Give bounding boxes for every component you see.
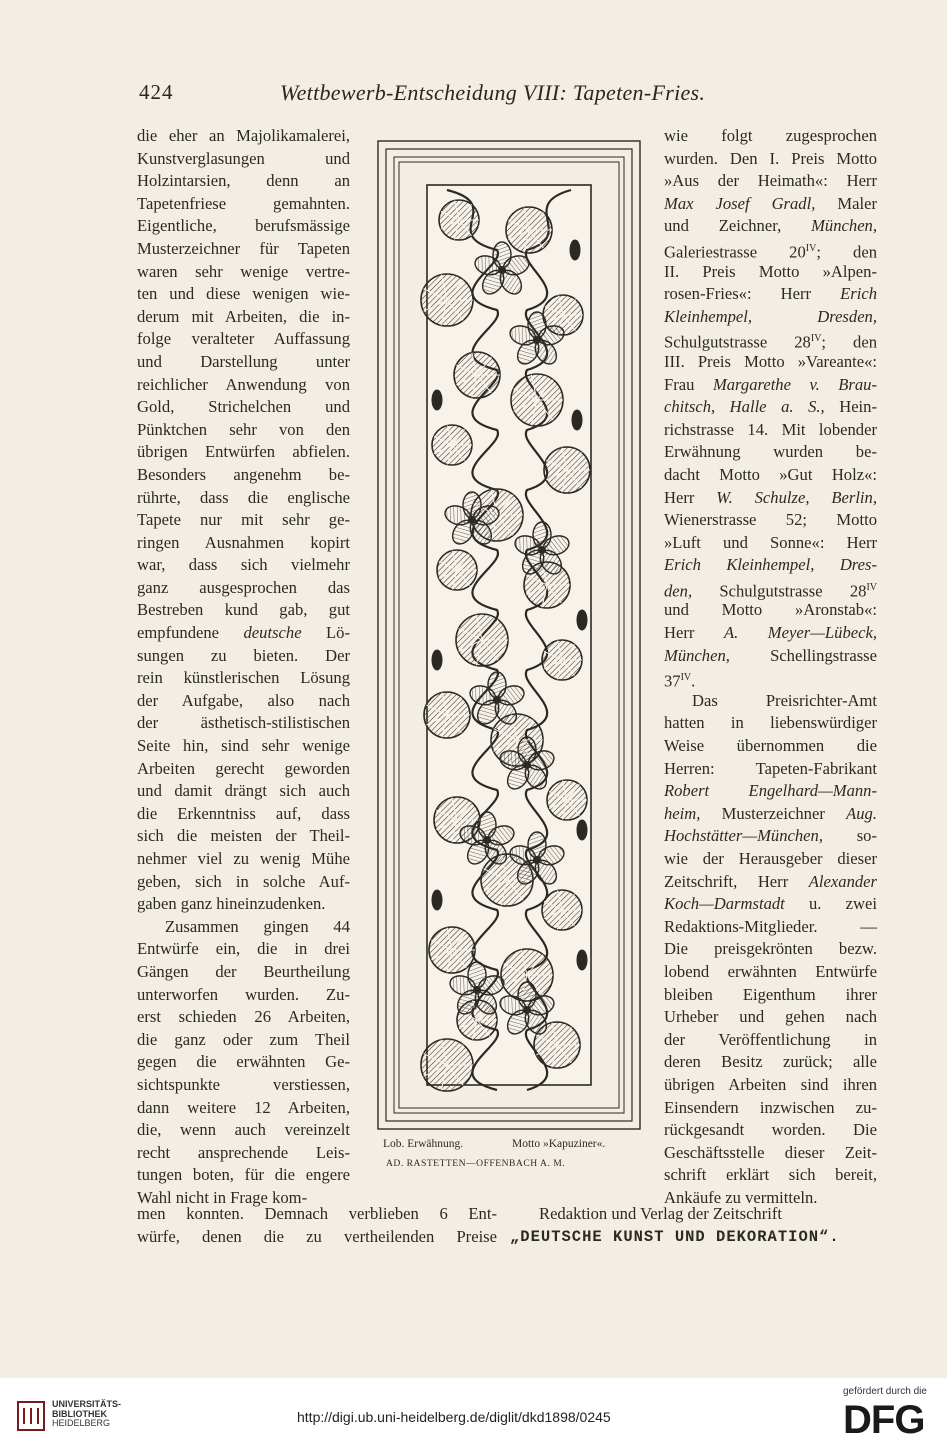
flower-center	[468, 516, 476, 524]
caption-artist: AD. RASTETTEN—OFFENBACH A. M.	[386, 1158, 566, 1169]
text-line: tungen boten, für die engere	[137, 1165, 350, 1185]
text-line: den, Schulgutstrasse $28^{IV}$	[664, 581, 877, 601]
text-line: übrigen Arbeiten sind ihren	[664, 1074, 877, 1094]
text-line: heim, Musterzeichner Aug.	[664, 803, 877, 823]
text-line: hatten in liebenswürdiger	[664, 713, 877, 733]
flower-center	[493, 696, 501, 704]
text-line	[137, 1203, 877, 1226]
text-line-left: men konnten. Demnach verblieben 6 Ent-	[137, 1204, 497, 1223]
text-line: Zusammen gingen 44	[165, 916, 350, 936]
text-line: richstrasse 14. Mit lobender	[664, 419, 877, 439]
flower-bud	[577, 820, 587, 840]
text-line: bleiben Eigenthum ihrer	[664, 984, 877, 1004]
library-seal-icon	[16, 1400, 46, 1432]
text-line: Eigentliche, berufsmässige	[137, 216, 350, 236]
text-line: gegen die erwähnten Ge-	[137, 1052, 350, 1072]
text-line-right: „DEUTSCHE KUNST UND DEKORATION“.	[510, 1227, 840, 1246]
bottom-text-lines	[137, 1203, 877, 1248]
text-line: Erich Kleinhempel, Dres-	[664, 555, 877, 575]
text-line: war, dass sich vielmehr	[137, 555, 350, 575]
text-line: III. Preis Motto »Vareante«:	[664, 351, 877, 371]
text-line: die, wenn auch vereinzelt	[137, 1120, 350, 1140]
text-line: ganz ausgesprochen das	[137, 577, 350, 597]
text-line: rührte, dass die englische	[137, 487, 350, 507]
text-line: Hochstätter—München, so-	[664, 826, 877, 846]
text-line: Wienerstrasse 52; Motto	[664, 510, 877, 530]
nasturtium-frieze-illustration	[377, 140, 641, 1130]
text-line: lobend erwähnten Entwürfe	[664, 961, 877, 981]
text-line: Das Preisrichter-Amt	[692, 690, 877, 710]
text-line: sungen zu bieten. Der	[137, 645, 350, 665]
text-line: Kleinhempel, Dresden,	[664, 306, 877, 326]
text-line: II. Preis Motto »Alpen-	[664, 261, 877, 281]
text-line: erst schieden 26 Arbeiten,	[137, 1007, 350, 1027]
text-line: der ästhetisch-stilistischen	[137, 713, 350, 733]
text-line: dann weitere 12 Arbeiten,	[137, 1097, 350, 1117]
text-line: »Luft und Sonne«: Herr	[664, 532, 877, 552]
text-line: nehmer viel zu wenig Mühe	[137, 849, 350, 868]
text-line: Einsendern inzwischen zu-	[664, 1097, 877, 1117]
flower-bud	[432, 650, 442, 670]
text-line: Tapete nur mit sehr ge-	[137, 510, 350, 530]
text-line: Max Josef Gradl, Maler	[664, 193, 877, 213]
text-line: der Aufgabe, also nach	[137, 690, 350, 710]
text-line: Weise übernommen die	[664, 736, 877, 756]
caption-motto: Motto »Kapuziner«.	[512, 1138, 606, 1150]
text-line: wie folgt zugesprochen	[664, 126, 877, 145]
text-line: recht ansprechende Leis-	[137, 1142, 350, 1162]
page-number: 424	[139, 80, 174, 104]
text-line: deren Besitz zurück; alle	[664, 1052, 877, 1072]
text-line: und Zeichner, München,	[664, 216, 877, 236]
flower-bud	[577, 950, 587, 970]
text-line: folge veralteter Auffassung	[137, 329, 350, 349]
text-line: Urheber und gehen nach	[664, 1007, 877, 1027]
text-line: empfundene deutsche Lö-	[137, 623, 350, 643]
text-line-left: würfe, denen die zu vertheilenden Preise	[137, 1226, 497, 1246]
text-line: rosen-Fries«: Herr Erich	[664, 284, 877, 304]
text-line: derum mit Arbeiten, die in-	[137, 306, 350, 326]
flower-center	[538, 546, 546, 554]
flower-center	[483, 836, 491, 844]
text-line: Wahl nicht in Frage kom-	[137, 1187, 308, 1207]
text-line: Bestreben kund gab, gut	[137, 600, 350, 620]
flower-center	[523, 761, 531, 769]
text-line: Kunstverglasungen und	[137, 148, 350, 168]
text-line: rein künstlerischen Lösung	[137, 668, 350, 688]
text-line: Holzintarsien, denn an	[137, 171, 350, 191]
flower-bud	[577, 610, 587, 630]
text-line: Zeitschrift, Herr Alexander	[664, 871, 877, 891]
text-line: Seite hin, sind sehr wenige	[137, 736, 350, 756]
text-line: und Darstellung unter	[137, 351, 350, 371]
left-text-column	[137, 125, 350, 1210]
text-line: sich die meisten der Theil-	[137, 826, 350, 846]
text-line: Herr W. Schulze, Berlin,	[664, 487, 877, 507]
text-line: $37^{IV}$.	[664, 671, 696, 691]
text-line: Musterzeichner für Tapeten	[137, 238, 350, 258]
text-line: Frau Margarethe v. Brau-	[664, 374, 877, 394]
text-line: rückgesandt worden. Die	[664, 1120, 877, 1140]
flower-bud	[572, 410, 582, 430]
text-line: gaben ganz hineinzudenken.	[137, 894, 326, 914]
text-line: ten und diese wenigen wie-	[137, 284, 350, 304]
flower-bud	[432, 390, 442, 410]
text-line: sichtspunkte verstiessen,	[137, 1074, 350, 1094]
text-line: die ganz oder zum Theil	[137, 1029, 350, 1049]
text-line: Robert Engelhard—Mann-	[664, 781, 877, 801]
text-line: Redaktions-Mitglieder. —	[664, 916, 877, 936]
text-line: wie der Herausgeber dieser	[664, 849, 877, 868]
flower-center	[498, 266, 506, 274]
text-line: übrigen Entwürfen abfielen.	[137, 442, 350, 462]
flower-bud	[432, 890, 442, 910]
source-url-link[interactable]: http://digi.ub.uni-heidelberg.de/diglit/dkd1898/0245	[297, 1409, 611, 1425]
text-line: Erwähnung wurden be-	[664, 442, 877, 462]
text-line: »Aus der Heimath«: Herr	[664, 171, 877, 191]
text-line: Herr A. Meyer—Lübeck,	[664, 623, 877, 643]
text-line: Pünktchen sehr von den	[137, 419, 350, 439]
flower-center	[523, 1006, 531, 1014]
text-line: Tapetenfriese gemahnten.	[137, 193, 350, 213]
text-line: schrift erklärt sich bereit,	[664, 1165, 877, 1185]
text-line: reichlicher Anwendung von	[137, 374, 350, 394]
text-line: und Motto »Aronstab«:	[664, 600, 877, 620]
text-line: Schulgutstrasse $28^{IV}$; den	[664, 332, 878, 352]
text-line: chitsch, Halle a. S., Hein-	[664, 397, 877, 417]
text-line: Arbeiten gerecht geworden	[137, 758, 350, 778]
text-line: die eher an Majolikamalerei,	[137, 126, 350, 145]
text-line-right: Redaktion und Verlag der Zeitschrift	[539, 1204, 782, 1223]
dfg-logo: DFG	[843, 1398, 925, 1442]
caption-award: Lob. Erwähnung.	[383, 1138, 464, 1150]
text-line: Entwürfe ein, die in drei	[137, 939, 350, 959]
text-line: die Erkenntniss auf, dass	[137, 803, 350, 823]
text-line: Koch—Darmstadt u. zwei	[664, 894, 877, 914]
right-text-column	[664, 125, 877, 1210]
text-line: Herren: Tapeten-Fabrikant	[664, 758, 877, 778]
flower-center	[533, 856, 541, 864]
text-line: Die preisgekrönten bezw.	[664, 939, 877, 959]
text-line: Besonders angenehm be-	[137, 464, 350, 484]
text-line: Ankäufe zu vermitteln.	[664, 1187, 818, 1207]
flower-bud	[570, 240, 580, 260]
text-line: ringen Ausnahmen kopirt	[137, 532, 350, 552]
text-line: der Veröffentlichung in	[664, 1029, 877, 1049]
text-line: München, Schellingstrasse	[664, 645, 877, 665]
text-line: Gold, Strichelchen und	[137, 397, 350, 417]
library-name: UNIVERSITÄTS- BIBLIOTHEK HEIDELBERG	[52, 1399, 122, 1429]
text-line: unterworfen wurden. Zu-	[137, 984, 350, 1004]
text-line: geben, sich in solche Auf-	[137, 871, 350, 891]
funding-label: gefördert durch die	[843, 1386, 927, 1397]
text-line: und damit drängt sich auch	[137, 781, 350, 801]
text-line: Gängen der Beurtheilung	[137, 961, 350, 981]
text-line: dacht Motto »Gut Holz«:	[664, 464, 877, 484]
flower-center	[473, 986, 481, 994]
flower-center	[533, 336, 541, 344]
text-line: waren sehr wenige vertre-	[137, 261, 350, 281]
text-line: wurden. Den I. Preis Motto	[664, 148, 877, 168]
text-line	[137, 1226, 877, 1249]
running-title: Wettbewerb-Entscheidung VIII: Tapeten-Fries.	[280, 80, 706, 105]
text-line: Galeriestrasse $20^{IV}$; den	[664, 242, 877, 262]
text-line: Geschäftsstelle dieser Zeit-	[664, 1142, 877, 1162]
